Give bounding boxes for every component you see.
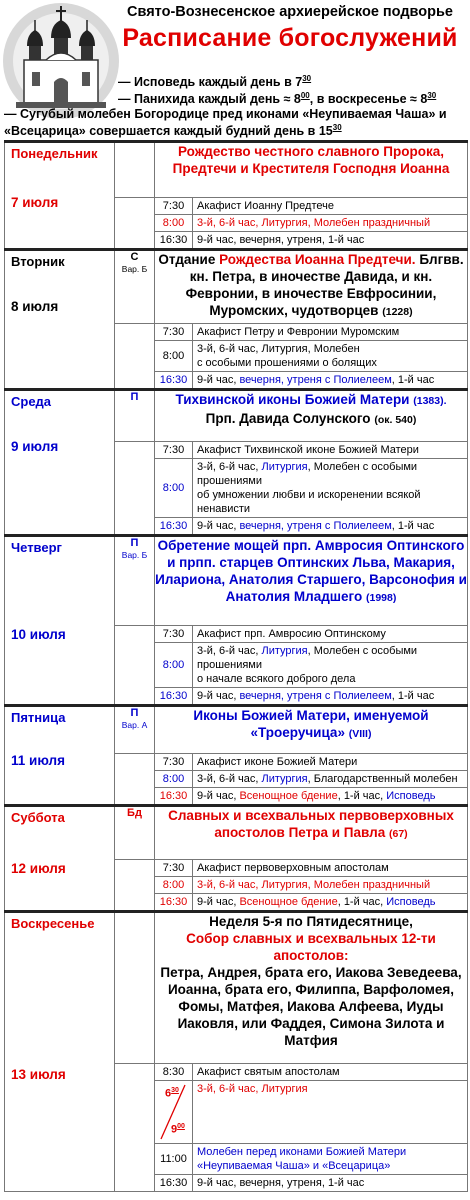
panikhida-note: — Панихида каждый день ≈ $8^{00}$, в воскресенье ≈ $8^{30}$ <box>118 91 437 106</box>
day-date: 13 июля <box>11 1067 66 1082</box>
day-row-tuesday <box>5 250 468 324</box>
service-mark: П Вар. Б <box>115 536 155 626</box>
day-name: Воскресенье <box>11 916 95 931</box>
day-name: Среда <box>11 394 52 409</box>
day-cell <box>5 706 115 806</box>
service-time: 8:00 <box>155 341 193 372</box>
day-date: 12 июля <box>11 861 66 876</box>
service-mark: П <box>115 390 155 442</box>
service-text: 9-й час, вечерня, утреня, 1-й час <box>193 1175 468 1192</box>
service-time: 16:30 <box>155 788 193 806</box>
moleben-note-line1: — Сугубый молебен Богородице пред иконами «Неупиваемая Чаша» и <box>4 107 447 121</box>
service-text: Акафист иконе Божией Матери <box>193 754 468 771</box>
service-mark <box>115 142 155 198</box>
day-cell <box>5 250 115 390</box>
service-mark: Бд <box>115 806 155 860</box>
service-text: 3-й, 6-й час, Литургия, Молебен с особыми прошениями о болящих <box>193 341 468 372</box>
service-text: 3-й, 6-й час, Литургия, Благодарственный молебен <box>193 771 468 788</box>
service-time: 7:30 <box>155 860 193 877</box>
day-date: 10 июля <box>11 627 66 642</box>
service-mark: С Вар. Б <box>115 250 155 324</box>
service-text: 9-й час, вечерня, утреня с Полиелеем, 1-й час <box>193 372 468 390</box>
day-name: Суббота <box>11 810 65 825</box>
moleben-note-line2: «Всецарица» совершается каждый будний день в $15^{30}$ <box>4 123 342 138</box>
service-time: 16:30 <box>155 372 193 390</box>
service-mark: П Вар. А <box>115 706 155 754</box>
page-title: Расписание богослужений <box>122 24 458 52</box>
day-row-saturday <box>5 806 468 860</box>
feast-title: Рождество честного славного Пророка, Предтечи и Крестителя Господня Иоанна <box>155 142 468 198</box>
service-text: Акафист прп. Амвросию Оптинскому <box>193 626 468 643</box>
schedule-table <box>4 140 468 1192</box>
day-name: Понедельник <box>11 146 98 161</box>
service-time: 16:30 <box>155 232 193 250</box>
service-text: Молебен перед иконами Божией Матери «Неупиваемая Чаша» и «Всецарица» <box>193 1144 468 1175</box>
service-time: 8:00 <box>155 215 193 232</box>
feast-title: Славных и всехвальных первоверховных апостолов Петра и Павла (67) <box>155 806 468 860</box>
day-cell <box>5 912 115 1192</box>
day-name: Вторник <box>11 254 65 269</box>
day-row-sunday <box>5 912 468 1064</box>
day-name: Пятница <box>11 710 66 725</box>
service-text: Акафист Иоанну Предтече <box>193 198 468 215</box>
day-cell <box>5 390 115 536</box>
service-text: 3-й, 6-й час, Литургия, Молебен праздничный <box>193 215 468 232</box>
feast-title: Обретение мощей прп. Амвросия Оптинского и прпп. старцев Оптинских Льва, Макария, Илариона, Анатолия Старшего, Варсонофия и Анатолия Младшего (1998) <box>155 536 468 626</box>
service-time: 11:00 <box>155 1144 193 1175</box>
service-time: 7:30 <box>155 324 193 341</box>
service-text: 3-й, 6-й час, Литургия, Молебен с особыми прошениями об умножении любви и искоренении всякой ненависти <box>193 459 468 518</box>
service-text: 3-й, 6-й час, Литургия, Молебен праздничный <box>193 877 468 894</box>
feast-title: Тихвинской иконы Божией Матери (1383). Прп. Давида Солунского (ок. 540) <box>155 390 468 442</box>
service-time: 7:30 <box>155 754 193 771</box>
service-time: 8:00 <box>155 643 193 688</box>
service-time: 16:30 <box>155 1175 193 1192</box>
service-time: 8:30 <box>155 1064 193 1081</box>
day-date: 11 июля <box>11 753 65 768</box>
day-row-wednesday <box>5 390 468 442</box>
day-cell <box>5 536 115 706</box>
service-text: Акафист первоверховным апостолам <box>193 860 468 877</box>
service-text: Акафист святым апостолам <box>193 1064 468 1081</box>
feast-title: Неделя 5-я по Пятидесятнице, Собор славных и всехвальных 12-ти апостолов: Петра, Андрея, брата его, Иакова Зеведеева, Иоанна, брата его, Филиппа, Варфоломея, Фомы, Матфея, Иакова Алфеева, Иуды Иаковля, или Фаддея, Симона Зилота и Матфия <box>155 912 468 1064</box>
service-time-range: $6^{30}$ $9^{00}$ <box>155 1081 193 1144</box>
service-text: 3-й, 6-й час, Литургия, Молебен с особыми прошениями о начале всякого доброго дела <box>193 643 468 688</box>
service-time: 7:30 <box>155 442 193 459</box>
day-cell <box>5 142 115 250</box>
service-time: 7:30 <box>155 198 193 215</box>
service-text: Акафист Петру и Февронии Муромским <box>193 324 468 341</box>
service-text: Акафист Тихвинской иконе Божией Матери <box>193 442 468 459</box>
feast-title: Отдание Рождества Иоанна Предтечи. Блгвв. кн. Петра, в иночестве Давида, и кн. Февронии, в иночестве Евфросинии, Муромских, чудотворцев (1228) <box>155 250 468 324</box>
confession-note: — Исповедь каждый день в $7^{30}$ <box>118 74 312 89</box>
day-date: 8 июля <box>11 299 59 314</box>
service-text: 9-й час, Всенощное бдение, 1-й час, Исповедь <box>193 894 468 912</box>
service-time: 16:30 <box>155 894 193 912</box>
service-mark <box>115 912 155 1064</box>
service-time: 7:30 <box>155 626 193 643</box>
monastery-name: Свято-Вознесенское архиерейское подворье <box>127 4 453 20</box>
day-row-monday <box>5 142 468 198</box>
day-row-thursday <box>5 536 468 626</box>
service-text: 9-й час, вечерня, утреня с Полиелеем, 1-й час <box>193 688 468 706</box>
day-name: Четверг <box>11 540 62 555</box>
service-time: 8:00 <box>155 459 193 518</box>
service-text: 9-й час, вечерня, утреня с Полиелеем, 1-й час <box>193 518 468 536</box>
service-text: 9-й час, Всенощное бдение, 1-й час, Исповедь <box>193 788 468 806</box>
service-text: 9-й час, вечерня, утреня, 1-й час <box>193 232 468 250</box>
day-row-friday <box>5 706 468 754</box>
day-date: 9 июля <box>11 439 59 454</box>
church-logo-icon <box>2 2 120 120</box>
service-time: 16:30 <box>155 518 193 536</box>
header <box>0 0 470 140</box>
service-time: 8:00 <box>155 771 193 788</box>
day-date: 7 июля <box>11 195 59 210</box>
service-text: 3-й, 6-й час, Литургия <box>193 1081 468 1144</box>
service-time: 8:00 <box>155 877 193 894</box>
day-cell <box>5 806 115 912</box>
feast-title: Иконы Божией Матери, именуемой «Троеручица» (VIII) <box>155 706 468 754</box>
service-time: 16:30 <box>155 688 193 706</box>
